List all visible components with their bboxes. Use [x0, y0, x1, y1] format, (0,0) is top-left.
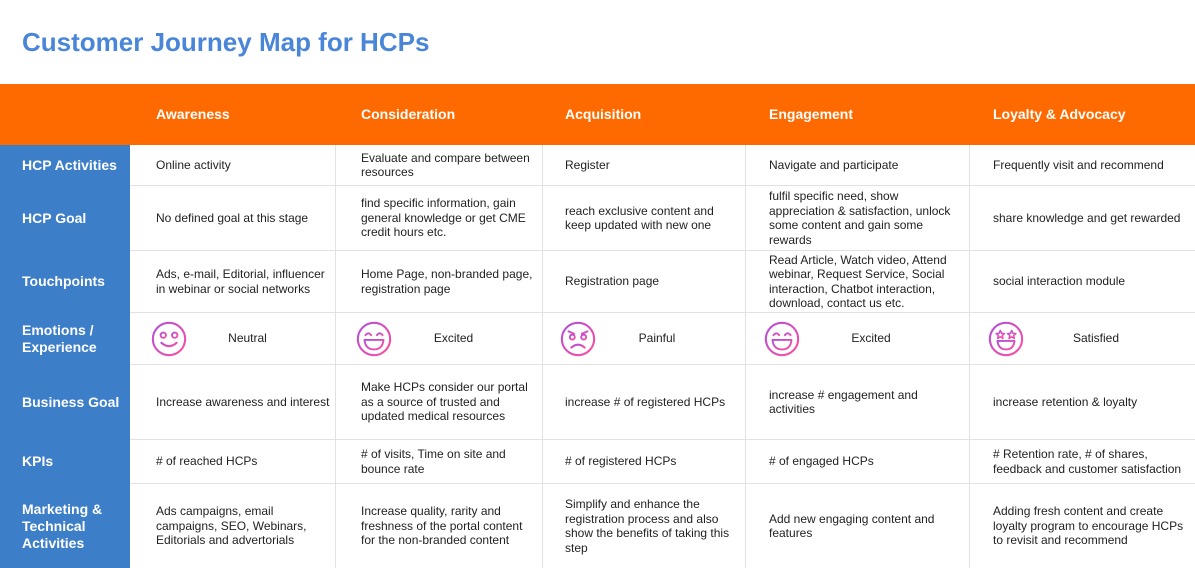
stage-header-consideration: Consideration — [361, 106, 456, 122]
cell-activities-engagement: Navigate and participate — [769, 157, 899, 172]
star-eyes-face-icon — [987, 320, 1025, 358]
row-label-marketing-technical: Marketing & Technical Activities — [22, 500, 103, 551]
row-label-touchpoints: Touchpoints — [22, 273, 105, 289]
cell-kpis-acquisition: # of registered HCPs — [565, 454, 677, 469]
cell-emotion-consideration — [335, 313, 542, 364]
cell-emotion-loyalty — [967, 313, 1195, 364]
cell-business-acquisition: increase # of registered HCPs — [565, 394, 726, 409]
cell-kpis-loyalty: # Retention rate, # of shares, feedback and customer satisfaction — [993, 447, 1182, 476]
cell-goal-consideration: find specific information, gain general knowledge or get CME credit hours etc. — [361, 196, 526, 240]
page-title: Customer Journey Map for HCPs — [22, 27, 430, 57]
cell-touchpoints-loyalty: social interaction module — [993, 274, 1126, 289]
frown-face-icon — [559, 320, 597, 358]
smile-face-icon — [150, 320, 188, 358]
cell-marketing-awareness: Ads campaigns, email campaigns, SEO, Webinars, Editorials and advertorials — [156, 504, 307, 548]
cell-business-consideration: Make HCPs consider our portal as a source of trusted and updated medical resources — [361, 380, 528, 424]
cell-touchpoints-acquisition: Registration page — [565, 274, 660, 289]
cell-business-loyalty: increase retention & loyalty — [993, 394, 1138, 409]
stage-header-awareness: Awareness — [156, 106, 230, 122]
row-label-emotions: Emotions / Experience — [22, 321, 97, 355]
cell-touchpoints-engagement: Read Article, Watch video, Attend webinar, Request Service, Social interaction, Chatbot interaction, download, contact us etc. — [769, 252, 947, 310]
cell-goal-acquisition: reach exclusive content and keep updated with new one — [565, 203, 714, 232]
cell-marketing-engagement: Add new engaging content and features — [769, 511, 935, 540]
cell-marketing-loyalty: Adding fresh content and create loyalty program to encourage HCPs to revisit and recommend — [993, 504, 1184, 548]
cell-emotion-acquisition — [539, 313, 745, 364]
emotion-label: Satisfied — [1072, 331, 1120, 346]
emotion-label: Excited — [851, 331, 891, 346]
cell-activities-acquisition: Register — [565, 157, 610, 172]
stage-header-loyalty-advocacy: Loyalty & Advocacy — [993, 106, 1126, 122]
row-label-kpis: KPIs — [22, 453, 54, 469]
cell-activities-consideration: Evaluate and compare between resources — [361, 150, 530, 179]
cell-activities-awareness: Online activity — [156, 157, 231, 172]
stage-header-engagement: Engagement — [769, 106, 854, 122]
emotion-label: Excited — [433, 331, 474, 346]
cell-marketing-acquisition: Simplify and enhance the registration process and also show the benefits of taking this step — [565, 497, 730, 555]
grin-face-icon — [355, 320, 393, 358]
cell-marketing-consideration: Increase quality, rarity and freshness of the portal content for the non-branded content — [361, 504, 523, 548]
stage-header-bar — [0, 84, 1195, 145]
cell-business-engagement: increase # engagement and activities — [769, 387, 918, 416]
grin-face-icon — [763, 320, 801, 358]
cell-touchpoints-consideration: Home Page, non-branded page, registration page — [361, 267, 533, 296]
cell-touchpoints-awareness: Ads, e-mail, Editorial, influencer in webinar or social networks — [156, 267, 325, 296]
cell-goal-engagement: fulfil specific need, show appreciation & satisfaction, unlock some content and gain some rewards — [769, 189, 951, 247]
cell-emotion-engagement — [743, 313, 969, 364]
row-label-hcp-activities: HCP Activities — [22, 156, 117, 173]
row-label-hcp-goal: HCP Goal — [22, 209, 87, 226]
cell-goal-awareness: No defined goal at this stage — [156, 210, 309, 225]
row-label-business-goal: Business Goal — [22, 393, 120, 410]
cell-activities-loyalty: Frequently visit and recommend — [993, 157, 1164, 172]
cell-kpis-consideration: # of visits, Time on site and bounce rate — [361, 447, 506, 476]
cell-kpis-awareness: # of reached HCPs — [156, 454, 258, 469]
emotion-label: Neutral — [228, 331, 267, 346]
cell-kpis-engagement: # of engaged HCPs — [769, 454, 874, 469]
cell-goal-loyalty: share knowledge and get rewarded — [993, 210, 1181, 225]
cell-emotion-awareness — [130, 313, 335, 364]
cell-business-awareness: Increase awareness and interest — [156, 394, 330, 409]
emotion-label: Painful — [638, 331, 676, 346]
stage-header-acquisition: Acquisition — [565, 106, 642, 122]
